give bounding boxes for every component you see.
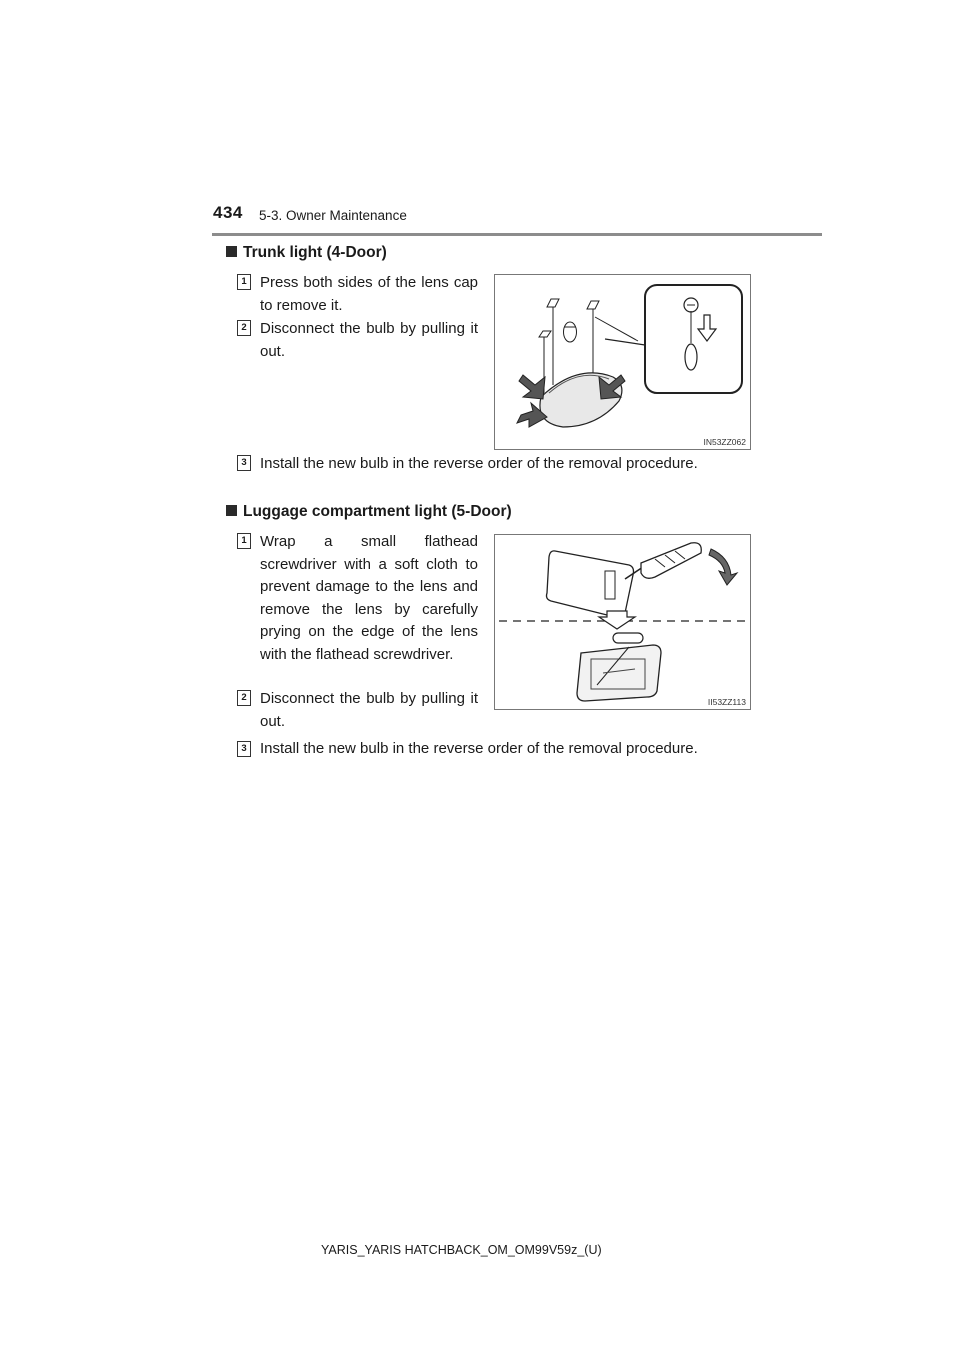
trunk-light-illustration [495, 275, 750, 449]
step-text: Disconnect the bulb by pulling it out. [260, 320, 478, 360]
step-number-badge: 3 [237, 741, 251, 757]
document-footer: YARIS_YARIS HATCHBACK_OM_OM99V59z_(U) [321, 1243, 602, 1257]
figure-id: IN53ZZ062 [703, 437, 746, 447]
step-number-badge: 3 [237, 455, 251, 471]
step-text: Install the new bulb in the reverse order of the removal procedure. [260, 740, 698, 757]
step-text: Disconnect the bulb by pulling it out. [260, 690, 478, 730]
step-number-badge: 2 [237, 690, 251, 706]
section-heading-text: Luggage compartment light (5-Door) [243, 503, 512, 520]
square-bullet-icon [226, 246, 237, 257]
luggage-light-illustration [495, 535, 750, 709]
figure-luggage-light [494, 534, 751, 710]
section-heading-trunk-light [226, 244, 387, 262]
figure-id: II53ZZ113 [707, 697, 746, 707]
step-text: Install the new bulb in the reverse order of the removal procedure. [260, 455, 698, 472]
step-number-badge: 2 [237, 320, 251, 336]
square-bullet-icon [226, 505, 237, 516]
step-number-badge: 1 [237, 274, 251, 290]
section-heading-text: Trunk light (4-Door) [243, 244, 387, 261]
page-number: 434 [213, 203, 243, 222]
header-divider [212, 233, 822, 236]
section-heading-luggage-light [226, 503, 512, 521]
step-text: Wrap a small flathead screwdriver with a soft cloth to prevent damage to the lens and remove the lens by carefully prying on the edge of the lens with the flathead screwdriver. [260, 533, 478, 663]
figure-trunk-light [494, 274, 751, 450]
chapter-title: 5-3. Owner Maintenance [259, 208, 407, 223]
step-text: Press both sides of the lens cap to remove it. [260, 274, 478, 314]
step-number-badge: 1 [237, 533, 251, 549]
